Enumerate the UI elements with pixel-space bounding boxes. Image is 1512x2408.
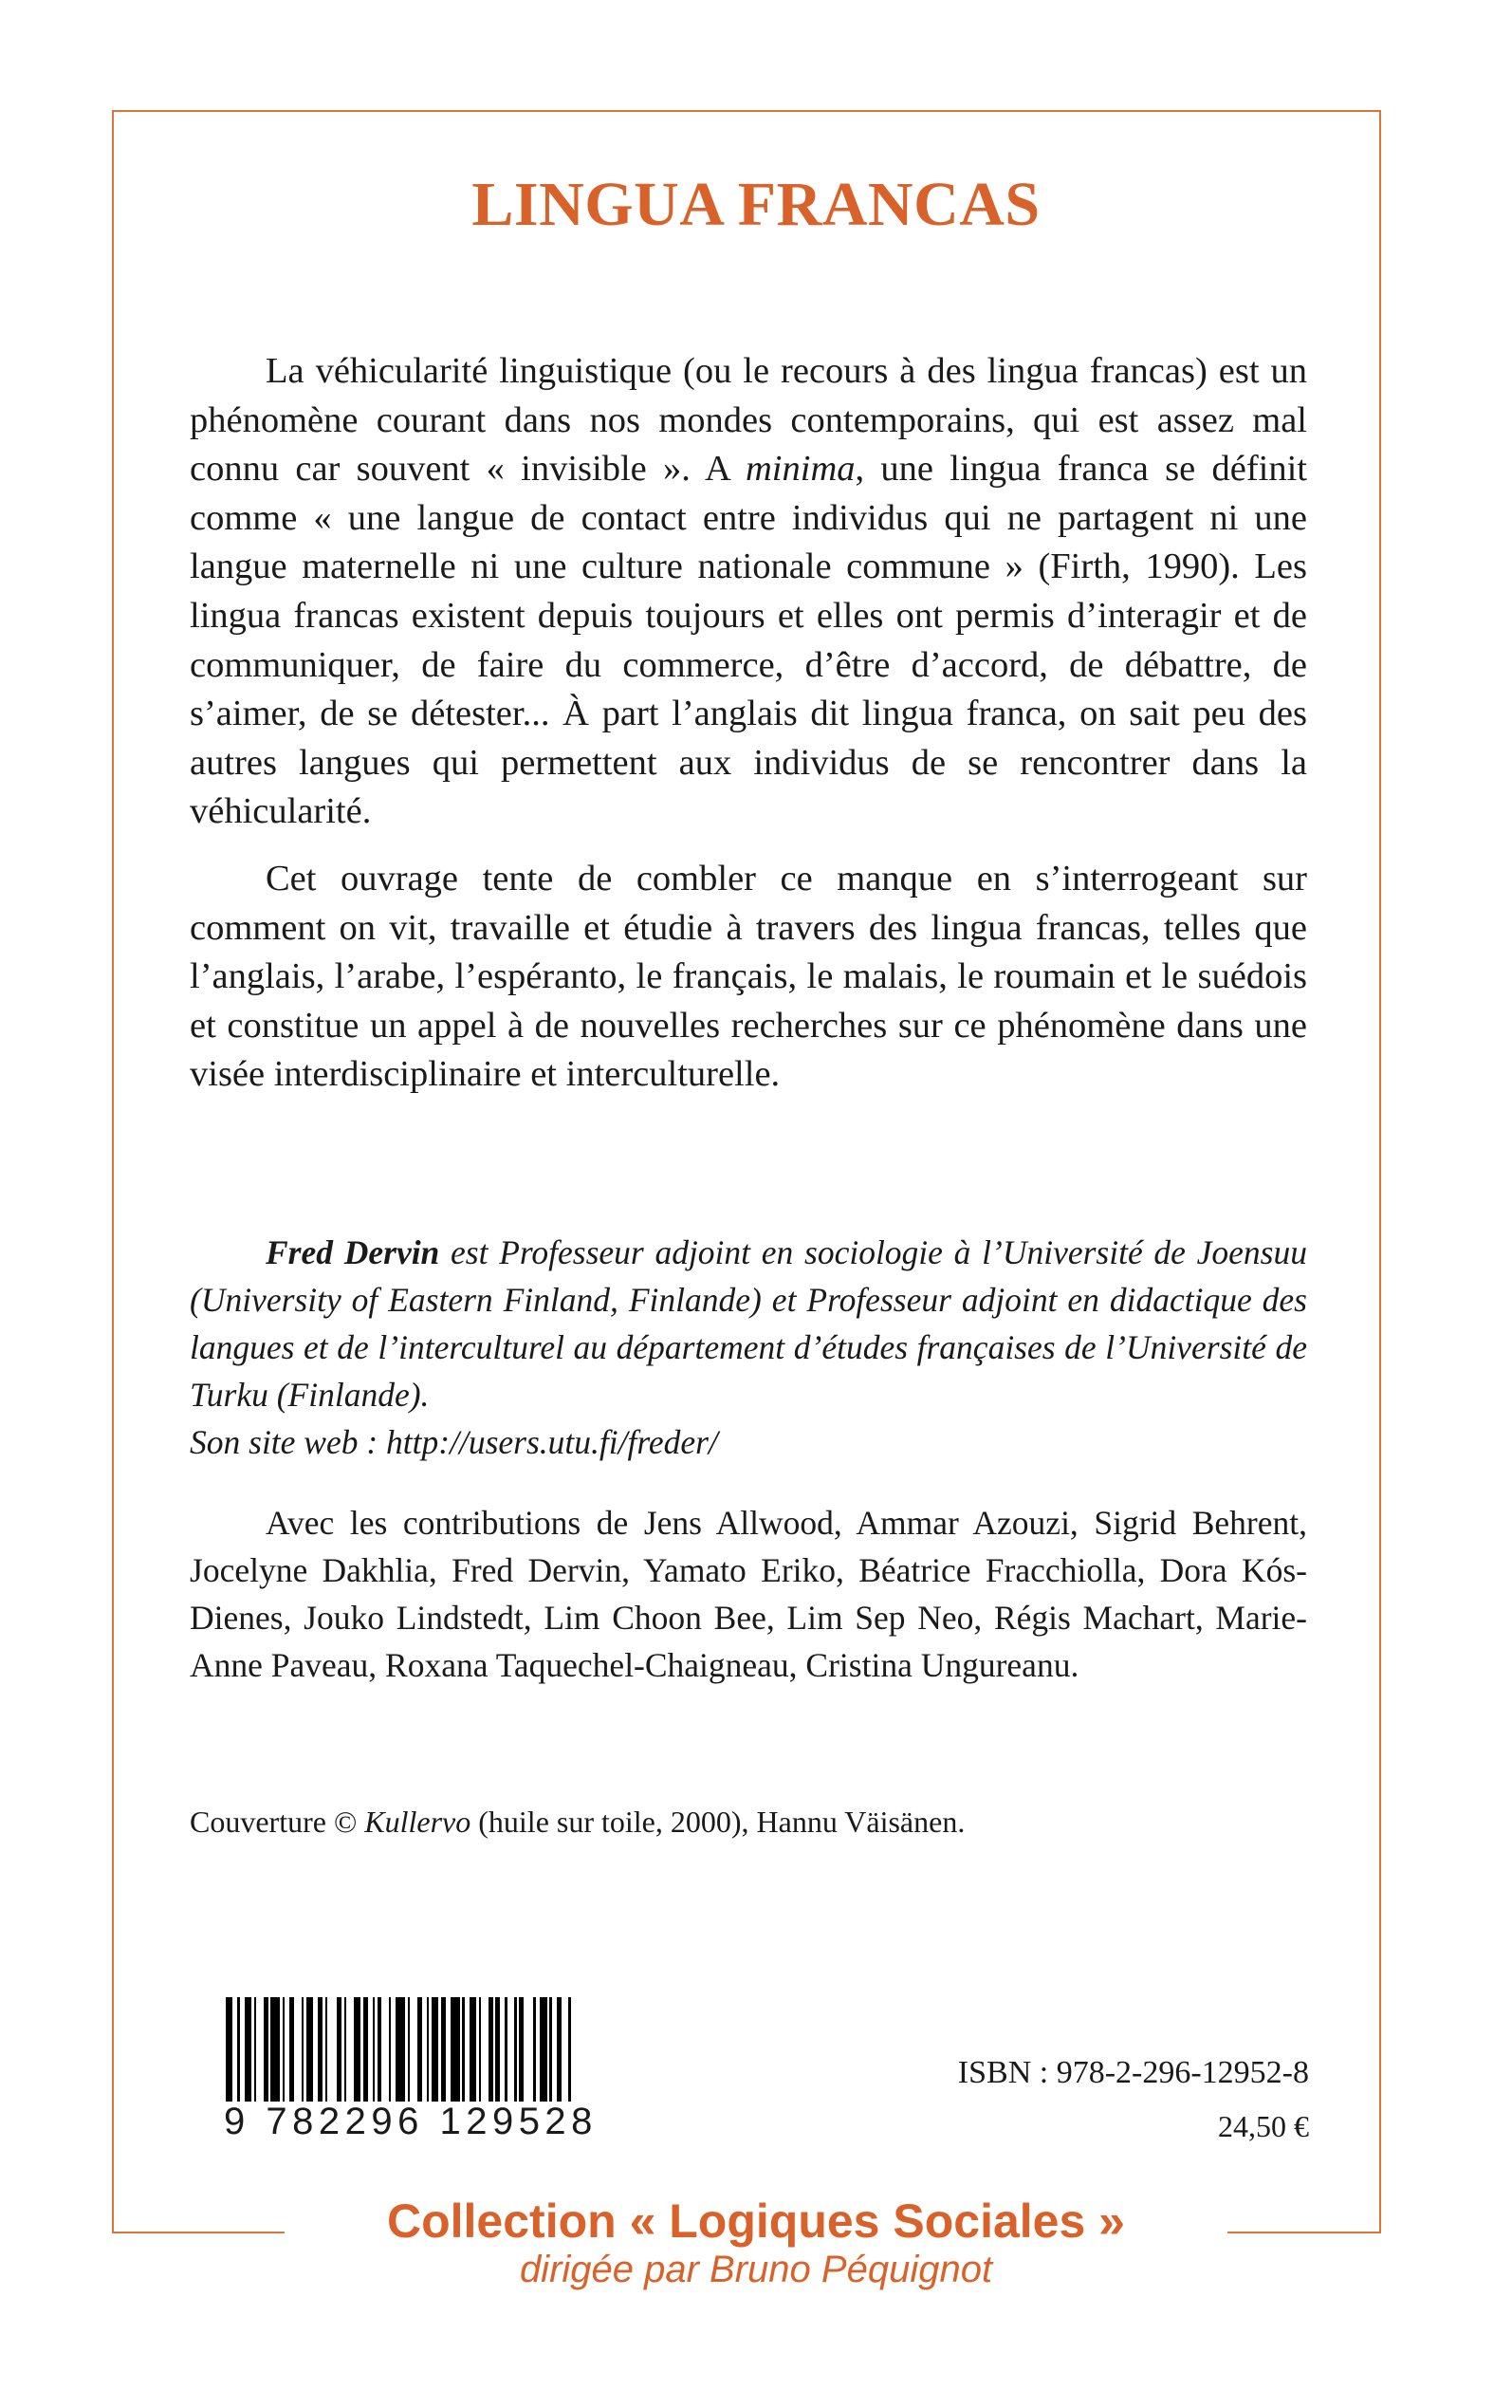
cover-credit-post: (huile sur toile, 2000), Hannu Väisänen. xyxy=(470,1805,966,1839)
barcode-bar xyxy=(294,1997,301,2102)
price-label: 24,50 € xyxy=(1218,2109,1309,2143)
barcode-bar xyxy=(507,1997,514,2102)
barcode-bar xyxy=(410,1997,416,2102)
collection-banner xyxy=(285,2195,1227,2299)
p1-text-end: , une lingua franca se définit comme « une langue de contact entre individus qui ne partagent ni une langue maternelle ni une culture nationale commune » (Firth, 1990). Les lingua francas existent depuis toujours et elles ont permis d’interagir et de communiquer, de faire du commerce, d’être d’accord, de débattre, de s’aimer, de se détester... À part l’anglais dit lingua franca, on sait peu des autres langues qui permettent aux individus de se rencontrer dans la véhicularité. xyxy=(190,449,1307,832)
isbn-number: ISBN : 978-2-296-12952-8 xyxy=(957,2055,1309,2090)
barcode-bar xyxy=(346,1997,353,2102)
cover-artwork-title: Kullervo xyxy=(364,1805,471,1839)
barcode-bar xyxy=(306,1997,313,2102)
barcode-bar xyxy=(451,1997,460,2102)
barcode-bar xyxy=(562,1997,568,2102)
barcode-bar xyxy=(256,1997,263,2102)
barcode-bar xyxy=(354,1997,360,2102)
p2-text: Cet ouvrage tente de combler ce manque en s’interrogeant sur comment on vit, travaille et étudie à travers des lingua francas, telles que l’anglais, l’arabe, l’espéranto, le français, le malais, le roumain et le suédois et constitue un appel à de nouvelles recherches sur ce phénomène dans une visée interdisciplinaire et interculturelle. xyxy=(190,859,1307,1095)
p1-italic-term: minima xyxy=(746,449,856,490)
summary-paragraph-2 xyxy=(190,855,1307,1100)
cover-credit xyxy=(190,1802,1307,1842)
author-bio xyxy=(190,1229,1307,1466)
summary-paragraph-1 xyxy=(190,347,1307,837)
author-website: Son site web : http://users.utu.fi/freder/ xyxy=(190,1423,718,1461)
barcode-bar xyxy=(470,1997,476,2102)
book-title: LINGUA FRANCAS xyxy=(471,170,1041,239)
barcode-bar xyxy=(270,1997,280,2102)
author-bio-text: est Professeur adjoint en sociologie à l’Université de Joensuu (University of Eastern Finland, Finlande) et Professeur adjoint en didactique des langues et de l’interculturel au département d’études françaises de l’Université de Turku (Finlande). xyxy=(190,1233,1307,1414)
collection-director: dirigée par Bruno Péquignot xyxy=(519,2249,993,2290)
barcode-bar xyxy=(396,1997,405,2102)
contributors-list: Avec les contributions de Jens Allwood, Ammar Azouzi, Sigrid Behrent, Jocelyne Dakhlia, Fred Dervin, Yamato Eriko, Béatrice Fracchiolla, Dora Kós-Dienes, Jouko Lindstedt, Lim Choon Bee, Lim Sep Neo, Régis Machart, Marie-Anne Paveau, Roxana Taquechel-Chaigneau, Cristina Ungureanu. xyxy=(190,1504,1307,1684)
barcode-bar xyxy=(540,1997,546,2102)
barcode-bar xyxy=(571,1997,576,2102)
p1-text-start: La véhicularité linguistique (ou le recours à des lingua francas) est un phénomène courant dans nos mondes contemporains, qui est assez mal connu car souvent « invisible ». A xyxy=(190,351,1307,490)
barcode-bar xyxy=(226,1997,232,2102)
barcode-bar xyxy=(381,1997,388,2102)
barcode-bar xyxy=(524,1997,533,2102)
barcode-bar xyxy=(327,1997,337,2102)
barcode-bar xyxy=(432,1997,438,2102)
author-name: Fred Dervin xyxy=(266,1233,440,1271)
cover-credit-pre: Couverture © xyxy=(190,1805,365,1839)
collection-name: Collection « Logiques Sociales » xyxy=(387,2195,1125,2248)
barcode-image xyxy=(226,1997,577,2102)
barcode-bar xyxy=(481,1997,488,2102)
barcode-digits: 9 782296 129528 xyxy=(224,2101,598,2142)
barcode-bar xyxy=(245,1997,251,2102)
